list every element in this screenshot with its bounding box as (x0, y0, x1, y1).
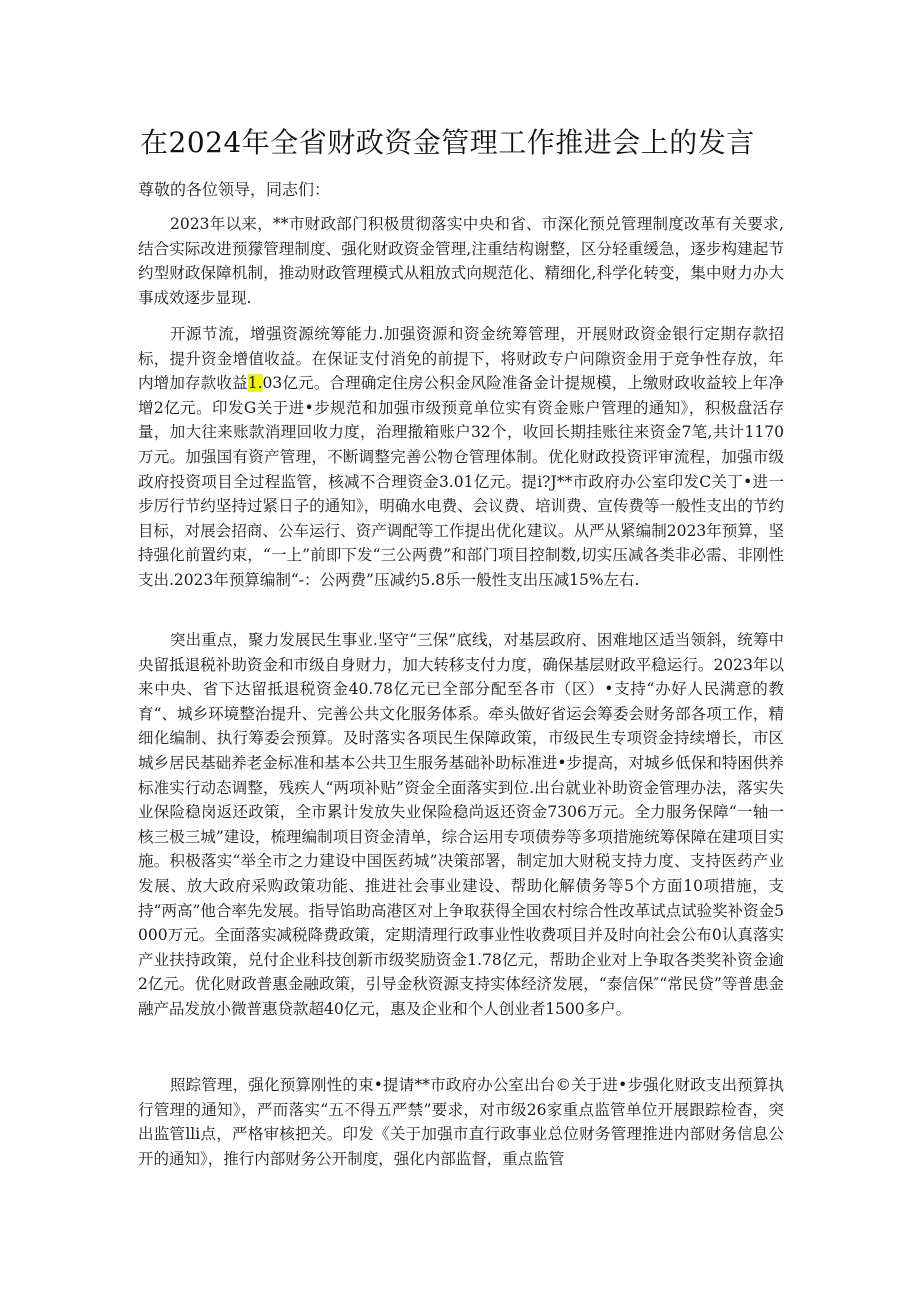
paragraph-3: 突出重点，聚力发展民生事业.坚守“三保”底线，对基层政府、困难地区适当领斜，统筹中央留抵退税补助资金和市级自身财力，加大转移支付力度，确保基层财政平稳运行。2023年以来中央、省下达留抵退税资金40.78亿元已全部分配至各市（区）•支持“办好人民满意的教育“、城乡环境整治提升、完善公共文化服务体系。牵头做好省运会筹委会财务部各项工作，精细化编制、执行筹委会预算。及时落实各项民生保障政策，市级民生专项资金持续增长，市区城乡居民基础养老金标准和基本公共卫生服务基础补助标准进•步提高，对城乡低保和特困供养标准实行动态调整，残疾人“两项补贴”资金全面落实到位.出台就业补助资金管理办法，落实失业保险稳岗返还政策，全市累计发放失业保险稳尚返还资金7306万元。全力服务保障“一轴一核三极三城”建设，梳理编制项目资金清单，综合运用专项债券等多项措施统筹保障在建项目实施。积极落实“举全市之力建设中国医药城”决策部署，制定加大财税支持力度、支持医药产业发展、放大政府采购政策功能、推进社会事业建设、帮助化解债务等5个方面10项措施，支持“两高”他合率先发展。指导馅助高港区对上争取获得全国农村综合性改革试点试验奖补资金5000万元。全面落实减税降费政策，定期清理行政事业性收费项目并及时向社会公布0认真落实产业扶持政策，兑付企业科技创新市级奖励资金1.78亿元，帮助企业对上争取各类奖补资金逾2亿元。优化财政普惠金融政策，引导金秋资源支持实体经济发展，“泰信保″“常民贷”等普患金融产品发放小微普惠贷款超40亿元，惠及企业和个人创业者1500多户。 (138, 631, 784, 1018)
highlighted-text: 1. (247, 374, 263, 393)
paragraph-2 (138, 322, 784, 593)
paragraph-2-text-after: 03亿元。合理确定住房公积金风险准备金计提规模，上缴财政收益较上年净增2亿元。印发G关于进•步规范和加强市级预竟单位实有资金账户管理的通知》，积极盘活存量，加大往来账款消理回收力度，治理撤箱账户32个，收回长期挂账往来资金7笔,共计1170万元。加强国有资产管理，不断调整完善公物仓管理体制。优化财政投资评审流程，加强市级政府投资项目全过程监管，核减不合理资金3.01亿元。提i?J**市政府办公室印发C关丁•进一步厉行节约坚持过紧日子的通知》，明确水电费、会议费、培训费、宣传费等一般性支出的节约目标，对展会招商、公车运行、资产调配等工作提出优化建议。从严从紧编制2023年预算，坚持强化前置约束，“一上”前即下发“三公两费”和部门项目控制数,切实压减各类非必需、非刚性支出.2023年预算编制“-：公两费”压减约5.8乐一般性支出压减15%左右. (138, 374, 784, 589)
paragraph-2-text-before: 开源节流，增强资源统筹能力.加强资源和资金统筹管理，开展财政资金银行定期存款招标，提升资金增值收益。在保证支付消免的前提下，将财政专户问隙资金用于竞争性存放，年内增加存款收益 (138, 325, 784, 393)
salutation: 尊敬的各位领导，同志们： (138, 180, 331, 199)
paragraph-4: 照踪管理，强化预算刚性的束•提请**市政府办公室出台©关于进•步强化财政支出预算执行管理的通知》，严而落实“五不得五严禁”要求，对市级26家重点监管单位开展跟踪检杳，突出监管lli点，严格审核把关。印发《关于加强市直行政事业总位财务管理推进内部财务信息公开的通知》，推行内部财务公开制度，强化内部监督，重点监管 (138, 1076, 784, 1168)
paragraph-1: 2023年以来，**市财政部门积极贯彻落实中央和省、市深化预兑管理制度改革有关要求,结合实际改进预獴管理制度、强化财政资金管理,注重结构谢整，区分轻重缓急，逐步构建起节约型财政保障机制，推动财政管理模式从粗放式向规范化、精细化,科学化转变，集中财力办大事成效逐步显现. (138, 215, 784, 307)
document-title: 在2024年全省财政资金管理工作推进会上的发言 (140, 126, 755, 159)
